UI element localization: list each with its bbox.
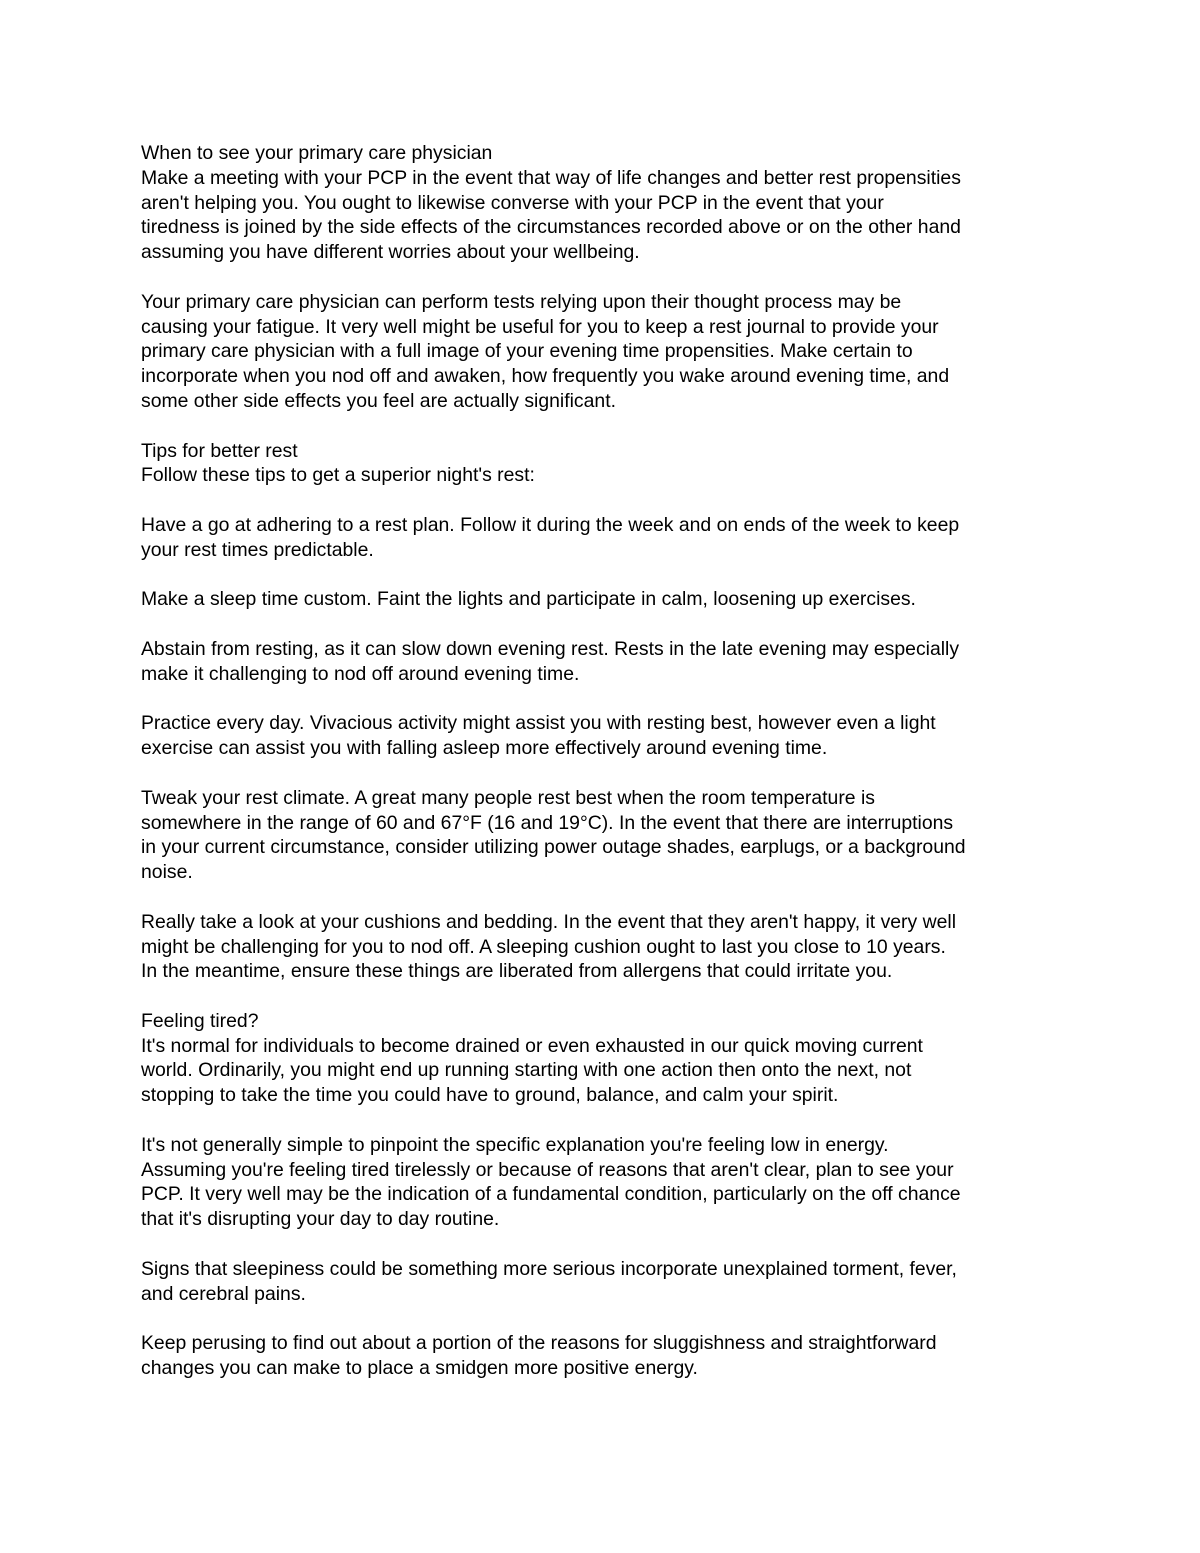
text-line: Have a go at adhering to a rest plan. Follow it during the week and on ends of the week to keep [141, 513, 960, 536]
blank-line [141, 885, 1066, 910]
text-line: Really take a look at your cushions and bedding. In the event that they aren't happy, it very well [141, 910, 957, 933]
text-line: your rest times predictable. [141, 538, 374, 561]
text-line: Signs that sleepiness could be something more serious incorporate unexplained torment, fever, [141, 1257, 957, 1280]
text-line: causing your fatigue. It very well might be useful for you to keep a rest journal to provide your [141, 315, 939, 338]
blank-line [141, 612, 1066, 637]
text-line: It's normal for individuals to become drained or even exhausted in our quick moving current [141, 1034, 923, 1057]
text-line: PCP. It very well may be the indication of a fundamental condition, particularly on the off chance [141, 1183, 961, 1206]
text-line: world. Ordinarily, you might end up running starting with one action then onto the next, not [141, 1059, 912, 1082]
text-line: and cerebral pains. [141, 1282, 306, 1305]
text-line: in your current circumstance, consider utilizing power outage shades, earplugs, or a background [141, 836, 966, 859]
text-line: Make a sleep time custom. Faint the lights and participate in calm, loosening up exercises. [141, 588, 916, 611]
text-line: noise. [141, 861, 193, 884]
text-line: In the meantime, ensure these things are liberated from allergens that could irritate you. [141, 960, 893, 983]
blank-line [141, 265, 1066, 290]
text-line: exercise can assist you with falling asleep more effectively around evening time. [141, 737, 828, 760]
text-line: Make a meeting with your PCP in the event that way of life changes and better rest propensities [141, 166, 961, 189]
blank-line [141, 1108, 1066, 1133]
text-line: assuming you have different worries about your wellbeing. [141, 241, 640, 264]
text-line: Follow these tips to get a superior night's rest: [141, 464, 535, 487]
text-line: Assuming you're feeling tired tirelessly or because of reasons that aren't clear, plan to see your [141, 1158, 954, 1181]
text-line: that it's disrupting your day to day routine. [141, 1208, 500, 1231]
text-line: aren't helping you. You ought to likewise converse with your PCP in the event that your [141, 191, 884, 214]
text-line: primary care physician with a full image of your evening time propensities. Make certain to [141, 340, 913, 363]
text-line: changes you can make to place a smidgen more positive energy. [141, 1357, 698, 1380]
text-line: stopping to take the time you could have to ground, balance, and calm your spirit. [141, 1084, 839, 1107]
blank-line [141, 488, 1066, 513]
text-line: Your primary care physician can perform tests relying upon their thought process may be [141, 290, 902, 313]
text-line: somewhere in the range of 60 and 67°F (16 and 19°C). In the event that there are interruptions [141, 811, 954, 834]
blank-line [141, 1306, 1066, 1331]
document-body [141, 141, 1066, 1381]
text-line: some other side effects you feel are actually significant. [141, 389, 616, 412]
blank-line [141, 984, 1066, 1009]
blank-line [141, 687, 1066, 712]
text-line: When to see your primary care physician [141, 142, 493, 164]
text-line: might be challenging for you to nod off. A sleeping cushion ought to last you close to 10 years. [141, 935, 946, 958]
text-line: Practice every day. Vivacious activity might assist you with resting best, however even a light [141, 712, 936, 735]
text-line: Tips for better rest [141, 439, 298, 462]
text-line: Tweak your rest climate. A great many people rest best when the room temperature is [141, 786, 875, 809]
text-line: make it challenging to nod off around evening time. [141, 662, 580, 685]
text-line: Abstain from resting, as it can slow down evening rest. Rests in the late evening may especially [141, 637, 960, 660]
blank-line [141, 563, 1066, 588]
text-line: tiredness is joined by the side effects of the circumstances recorded above or on the other hand [141, 216, 961, 239]
text-line: Keep perusing to find out about a portion of the reasons for sluggishness and straightforward [141, 1332, 937, 1355]
text-line: Feeling tired? [141, 1009, 259, 1032]
text-line: incorporate when you nod off and awaken, how frequently you wake around evening time, and [141, 365, 950, 388]
blank-line [141, 1232, 1066, 1257]
blank-line [141, 414, 1066, 439]
blank-line [141, 761, 1066, 786]
text-line: It's not generally simple to pinpoint the specific explanation you're feeling low in energy. [141, 1133, 889, 1156]
